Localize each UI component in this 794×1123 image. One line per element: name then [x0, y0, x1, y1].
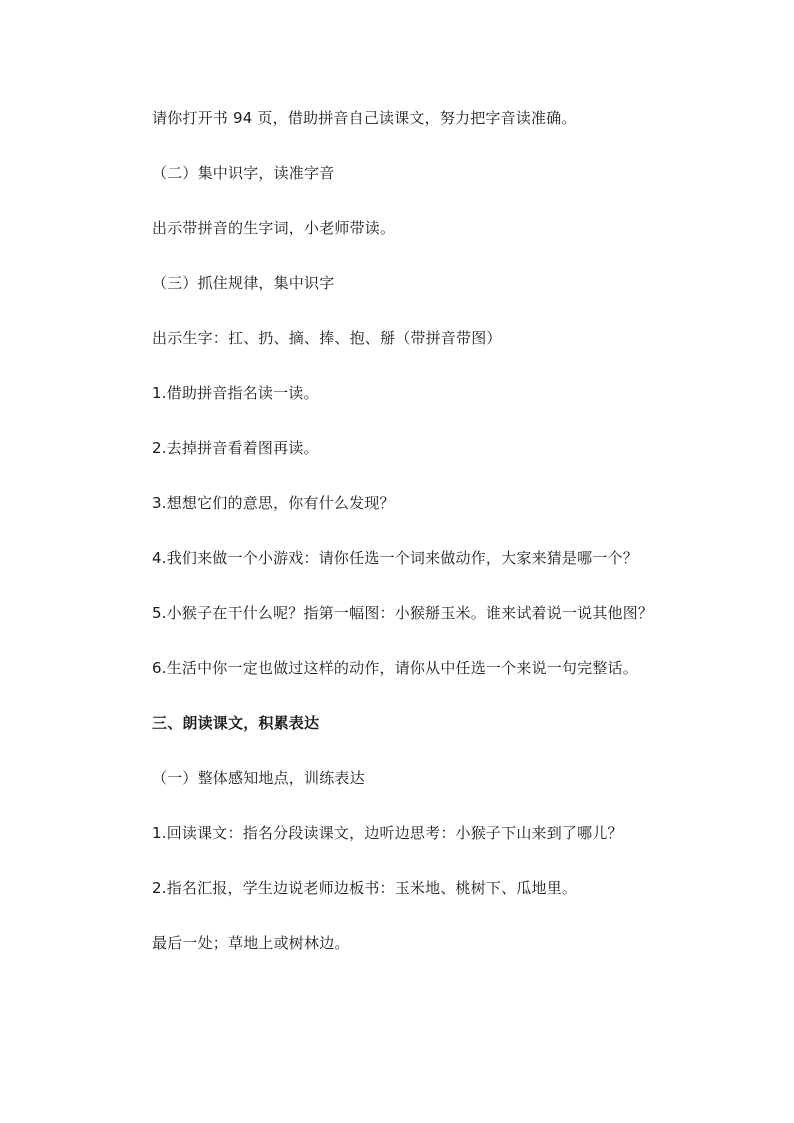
paragraph-line: （一）整体感知地点，训练表达: [152, 769, 365, 787]
paragraph-line: 最后一处；草地上或树林边。: [152, 934, 350, 952]
paragraph-line: 2.去掉拼音看着图再读。: [152, 439, 319, 457]
paragraph-line: 5.小猴子在干什么呢？指第一幅图：小猴掰玉米。谁来试着说一说其他图？: [152, 604, 654, 622]
paragraph-line: 1.借助拼音指名读一读。: [152, 384, 319, 402]
paragraph-line: 6.生活中你一定也做过这样的动作，请你从中任选一个来说一句完整话。: [152, 659, 638, 677]
paragraph-line: （三）抓住规律，集中识字: [152, 274, 335, 292]
paragraph-line: （二）集中识字，读准字音: [152, 164, 335, 182]
paragraph-line: 1.回读课文：指名分段读课文，边听边思考：小猴子下山来到了哪儿？: [152, 824, 623, 842]
paragraph-line: 3.想想它们的意思，你有什么发现？: [152, 494, 395, 512]
paragraph-line: 请你打开书 94 页，借助拼音自己读课文，努力把字音读准确。: [152, 109, 577, 127]
paragraph-line: 4.我们来做一个小游戏：请你任选一个词来做动作，大家来猜是哪一个？: [152, 549, 638, 567]
section-heading: 三、朗读课文，积累表达: [152, 714, 320, 732]
paragraph-line: 出示生字：扛、扔、摘、捧、抱、掰（带拼音带图）: [152, 329, 502, 347]
paragraph-line: 出示带拼音的生字词，小老师带读。: [152, 219, 396, 237]
paragraph-line: 2.指名汇报，学生边说老师边板书：玉米地、桃树下、瓜地里。: [152, 879, 578, 897]
